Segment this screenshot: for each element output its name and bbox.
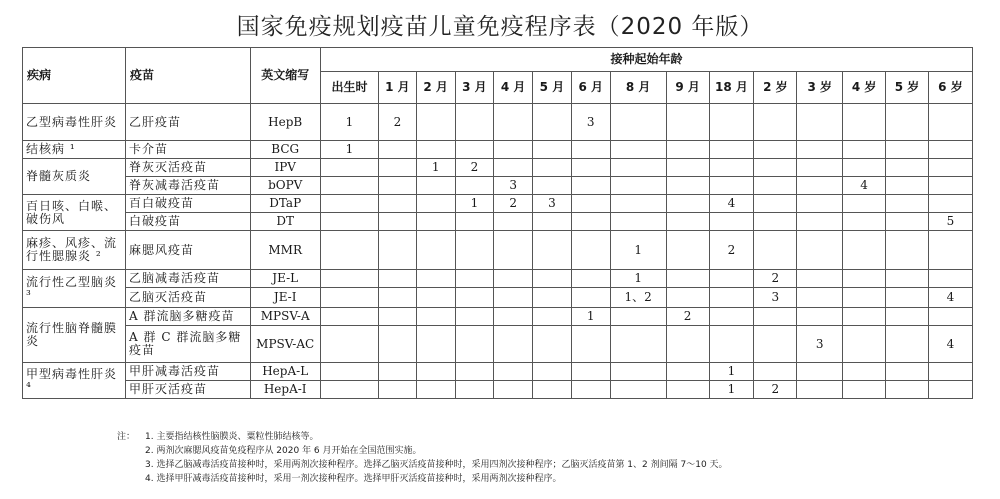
dose-cell: [928, 381, 972, 399]
abbr-cell: HepB: [250, 104, 320, 141]
dose-cell: [797, 270, 843, 288]
dose-cell: [610, 104, 666, 141]
dose-cell: [571, 213, 610, 231]
vaccine-cell: 乙脑减毒活疫苗: [126, 270, 250, 288]
dose-cell: 4: [928, 326, 972, 363]
dose-cell: [320, 213, 378, 231]
header-vaccine: 疫苗: [126, 48, 250, 104]
dose-cell: [886, 381, 929, 399]
disease-cell: 甲型病毒性肝炎 ⁴: [23, 363, 126, 399]
abbr-cell: JE-L: [250, 270, 320, 288]
dose-cell: [666, 231, 709, 270]
dose-cell: 4: [843, 177, 886, 195]
dose-cell: 1: [610, 231, 666, 270]
header-age: 8 月: [610, 72, 666, 104]
abbr-cell: MMR: [250, 231, 320, 270]
dose-cell: [928, 308, 972, 326]
dose-cell: [709, 288, 754, 308]
footnote-text: 4. 选择甲肝减毒活疫苗接种时，采用一剂次接种程序。选择甲肝灭活疫苗接种时，采用两剂次接种程序。: [145, 474, 562, 484]
dose-cell: [494, 159, 533, 177]
dose-cell: [494, 288, 533, 308]
dose-cell: [320, 195, 378, 213]
dose-cell: [886, 308, 929, 326]
dose-cell: [494, 141, 533, 159]
dose-cell: [886, 104, 929, 141]
dose-cell: [455, 213, 494, 231]
dose-cell: [843, 326, 886, 363]
dose-cell: 3: [533, 195, 572, 213]
dose-cell: [709, 177, 754, 195]
dose-cell: [754, 159, 797, 177]
dose-cell: [928, 141, 972, 159]
table-row: [23, 326, 973, 363]
vaccine-cell: 白破疫苗: [126, 213, 250, 231]
dose-cell: [666, 213, 709, 231]
dose-cell: [886, 288, 929, 308]
dose-cell: [533, 104, 572, 141]
dose-cell: [320, 326, 378, 363]
header-age: 6 岁: [928, 72, 972, 104]
dose-cell: [886, 177, 929, 195]
dose-cell: [416, 288, 455, 308]
footnote-text: 3. 选择乙脑减毒活疫苗接种时，采用两剂次接种程序。选择乙脑灭活疫苗接种时，采用四剂次接种程序；乙脑灭活疫苗第 1、2 剂间隔 7～10 天。: [145, 460, 728, 470]
dose-cell: [379, 308, 417, 326]
dose-cell: [886, 141, 929, 159]
dose-cell: [320, 159, 378, 177]
dose-cell: [886, 270, 929, 288]
dose-cell: [843, 159, 886, 177]
dose-cell: 2: [455, 159, 494, 177]
dose-cell: [379, 141, 417, 159]
header-age: 3 岁: [797, 72, 843, 104]
dose-cell: 2: [709, 231, 754, 270]
dose-cell: [843, 213, 886, 231]
dose-cell: [571, 270, 610, 288]
dose-cell: [533, 326, 572, 363]
header-age: 18 月: [709, 72, 754, 104]
header-age: 3 月: [455, 72, 494, 104]
disease-cell: 乙型病毒性肝炎: [23, 104, 126, 141]
header-age: 4 月: [494, 72, 533, 104]
header-age: 5 月: [533, 72, 572, 104]
dose-cell: [571, 177, 610, 195]
disease-cell: 麻疹、风疹、流行性腮腺炎 ²: [23, 231, 126, 270]
header-age: 出生时: [320, 72, 378, 104]
dose-cell: [754, 141, 797, 159]
dose-cell: [797, 213, 843, 231]
disease-cell: 脊髓灰质炎: [23, 159, 126, 195]
dose-cell: [320, 288, 378, 308]
table-row: [23, 308, 973, 326]
table-row: [23, 288, 973, 308]
dose-cell: [928, 177, 972, 195]
dose-cell: [455, 288, 494, 308]
footnote: [117, 430, 987, 444]
dose-cell: [571, 326, 610, 363]
dose-cell: [843, 104, 886, 141]
dose-cell: [533, 381, 572, 399]
dose-cell: 3: [797, 326, 843, 363]
dose-cell: [416, 104, 455, 141]
dose-cell: [320, 270, 378, 288]
abbr-cell: MPSV-A: [250, 308, 320, 326]
dose-cell: [571, 231, 610, 270]
dose-cell: [797, 363, 843, 381]
dose-cell: [666, 288, 709, 308]
header-age: 4 岁: [843, 72, 886, 104]
dose-cell: [797, 288, 843, 308]
dose-cell: [754, 104, 797, 141]
dose-cell: [928, 270, 972, 288]
dose-cell: [533, 141, 572, 159]
dose-cell: [928, 195, 972, 213]
dose-cell: [843, 270, 886, 288]
dose-cell: [928, 159, 972, 177]
abbr-cell: MPSV-AC: [250, 326, 320, 363]
dose-cell: [416, 177, 455, 195]
table-row: [23, 270, 973, 288]
dose-cell: 1: [709, 363, 754, 381]
header-age: 1 月: [379, 72, 417, 104]
dose-cell: [754, 326, 797, 363]
dose-cell: [494, 308, 533, 326]
dose-cell: 1: [610, 270, 666, 288]
dose-cell: [928, 231, 972, 270]
dose-cell: [666, 159, 709, 177]
dose-cell: [843, 308, 886, 326]
dose-cell: [709, 213, 754, 231]
dose-cell: [533, 270, 572, 288]
dose-cell: [533, 213, 572, 231]
dose-cell: [494, 213, 533, 231]
disease-cell: 结核病 ¹: [23, 141, 126, 159]
dose-cell: [754, 213, 797, 231]
dose-cell: [416, 308, 455, 326]
footnote-prefix: 注：: [117, 432, 136, 442]
dose-cell: [843, 288, 886, 308]
dose-cell: 2: [754, 270, 797, 288]
table-row: [23, 159, 973, 177]
header-disease: 疾病: [23, 48, 126, 104]
dose-cell: [571, 141, 610, 159]
footnote-text: 1. 主要指结核性脑膜炎、粟粒性肺结核等。: [145, 432, 319, 442]
dose-cell: [754, 363, 797, 381]
abbr-cell: bOPV: [250, 177, 320, 195]
dose-cell: [379, 270, 417, 288]
dose-cell: 3: [494, 177, 533, 195]
dose-cell: [797, 159, 843, 177]
dose-cell: 1: [416, 159, 455, 177]
dose-cell: [416, 326, 455, 363]
dose-cell: 3: [754, 288, 797, 308]
dose-cell: [379, 363, 417, 381]
dose-cell: [455, 177, 494, 195]
vaccine-cell: 卡介苗: [126, 141, 250, 159]
dose-cell: [666, 195, 709, 213]
dose-cell: [320, 363, 378, 381]
table-row: [23, 381, 973, 399]
dose-cell: [666, 270, 709, 288]
dose-cell: [666, 104, 709, 141]
dose-cell: [455, 141, 494, 159]
dose-cell: [797, 104, 843, 141]
dose-cell: [843, 381, 886, 399]
dose-cell: [379, 288, 417, 308]
dose-cell: [754, 177, 797, 195]
dose-cell: [533, 308, 572, 326]
dose-cell: [494, 326, 533, 363]
dose-cell: [416, 213, 455, 231]
table-row: [23, 195, 973, 213]
dose-cell: [928, 363, 972, 381]
dose-cell: [571, 195, 610, 213]
dose-cell: [494, 381, 533, 399]
page-title: 国家免疫规划疫苗儿童免疫程序表（2020 年版）: [236, 14, 764, 40]
dose-cell: [610, 308, 666, 326]
footnote: [117, 472, 987, 486]
dose-cell: [533, 363, 572, 381]
abbr-cell: IPV: [250, 159, 320, 177]
vaccine-cell: 甲肝灭活疫苗: [126, 381, 250, 399]
dose-cell: [494, 363, 533, 381]
abbr-cell: DTaP: [250, 195, 320, 213]
dose-cell: [886, 363, 929, 381]
abbr-cell: BCG: [250, 141, 320, 159]
dose-cell: [320, 308, 378, 326]
dose-cell: [886, 213, 929, 231]
header-age-group: 接种起始年龄: [320, 48, 972, 72]
dose-cell: 2: [754, 381, 797, 399]
dose-cell: [886, 231, 929, 270]
table-row: [23, 363, 973, 381]
dose-cell: [416, 381, 455, 399]
dose-cell: [571, 159, 610, 177]
dose-cell: 3: [571, 104, 610, 141]
dose-cell: [843, 195, 886, 213]
vaccine-cell: 麻腮风疫苗: [126, 231, 250, 270]
abbr-cell: HepA-L: [250, 363, 320, 381]
header-age: 2 岁: [754, 72, 797, 104]
footnote: [117, 458, 987, 472]
dose-cell: [843, 231, 886, 270]
dose-cell: [843, 363, 886, 381]
vaccine-cell: 乙肝疫苗: [126, 104, 250, 141]
dose-cell: 4: [709, 195, 754, 213]
abbr-cell: JE-I: [250, 288, 320, 308]
dose-cell: [416, 363, 455, 381]
dose-cell: [754, 231, 797, 270]
header-age: 6 月: [571, 72, 610, 104]
dose-cell: 5: [928, 213, 972, 231]
table-row: [23, 177, 973, 195]
dose-cell: [610, 177, 666, 195]
dose-cell: [797, 195, 843, 213]
dose-cell: [666, 363, 709, 381]
dose-cell: [455, 363, 494, 381]
dose-cell: [928, 104, 972, 141]
vaccine-cell: 脊灰灭活疫苗: [126, 159, 250, 177]
dose-cell: [709, 326, 754, 363]
vaccine-cell: 甲肝减毒活疫苗: [126, 363, 250, 381]
dose-cell: [379, 213, 417, 231]
dose-cell: [666, 177, 709, 195]
dose-cell: [416, 270, 455, 288]
dose-cell: [666, 326, 709, 363]
dose-cell: [494, 104, 533, 141]
dose-cell: 2: [666, 308, 709, 326]
dose-cell: [533, 231, 572, 270]
dose-cell: [797, 231, 843, 270]
abbr-cell: HepA-I: [250, 381, 320, 399]
dose-cell: [455, 381, 494, 399]
dose-cell: [886, 195, 929, 213]
table-row: [23, 213, 973, 231]
dose-cell: [455, 231, 494, 270]
dose-cell: [797, 308, 843, 326]
dose-cell: [379, 159, 417, 177]
dose-cell: [610, 159, 666, 177]
dose-cell: [610, 363, 666, 381]
dose-cell: 1: [320, 141, 378, 159]
dose-cell: [455, 326, 494, 363]
dose-cell: [320, 177, 378, 195]
dose-cell: [571, 288, 610, 308]
dose-cell: [797, 177, 843, 195]
dose-cell: 1: [455, 195, 494, 213]
dose-cell: [455, 104, 494, 141]
table-row: [23, 231, 973, 270]
immunization-schedule-table: [22, 47, 973, 399]
dose-cell: [379, 195, 417, 213]
dose-cell: [571, 381, 610, 399]
dose-cell: [533, 288, 572, 308]
footnote-text: 2. 两剂次麻腮风疫苗免疫程序从 2020 年 6 月开始在全国范围实施。: [145, 446, 422, 456]
header-abbr: 英文缩写: [250, 48, 320, 104]
dose-cell: [709, 308, 754, 326]
dose-cell: 2: [379, 104, 417, 141]
vaccine-cell: 乙脑灭活疫苗: [126, 288, 250, 308]
footnotes: [117, 430, 987, 486]
dose-cell: [533, 159, 572, 177]
abbr-cell: DT: [250, 213, 320, 231]
disease-cell: 流行性脑脊髓膜炎: [23, 308, 126, 363]
dose-cell: [797, 381, 843, 399]
dose-cell: 1: [571, 308, 610, 326]
dose-cell: [379, 326, 417, 363]
dose-cell: [416, 141, 455, 159]
header-age: 2 月: [416, 72, 455, 104]
dose-cell: [416, 231, 455, 270]
footnote: [117, 444, 987, 458]
dose-cell: [709, 159, 754, 177]
disease-cell: 流行性乙型脑炎 ³: [23, 270, 126, 308]
dose-cell: [709, 270, 754, 288]
dose-cell: [379, 177, 417, 195]
dose-cell: [843, 141, 886, 159]
dose-cell: [320, 231, 378, 270]
dose-cell: [666, 141, 709, 159]
dose-cell: [494, 270, 533, 288]
dose-cell: 1: [709, 381, 754, 399]
dose-cell: 2: [494, 195, 533, 213]
dose-cell: [610, 195, 666, 213]
vaccine-cell: A 群 C 群流脑多糖疫苗: [126, 326, 250, 363]
dose-cell: [455, 270, 494, 288]
dose-cell: 1、2: [610, 288, 666, 308]
dose-cell: [610, 381, 666, 399]
dose-cell: [320, 381, 378, 399]
dose-cell: [666, 381, 709, 399]
dose-cell: [754, 308, 797, 326]
dose-cell: [455, 308, 494, 326]
dose-cell: [494, 231, 533, 270]
dose-cell: [610, 326, 666, 363]
disease-cell: 百日咳、白喉、破伤风: [23, 195, 126, 231]
dose-cell: [533, 177, 572, 195]
dose-cell: [709, 104, 754, 141]
dose-cell: [886, 326, 929, 363]
header-age: 5 岁: [886, 72, 929, 104]
dose-cell: [610, 213, 666, 231]
dose-cell: [886, 159, 929, 177]
dose-cell: [416, 195, 455, 213]
vaccine-cell: 百白破疫苗: [126, 195, 250, 213]
table-row: [23, 104, 973, 141]
vaccine-cell: A 群流脑多糖疫苗: [126, 308, 250, 326]
dose-cell: 1: [320, 104, 378, 141]
dose-cell: [379, 381, 417, 399]
dose-cell: 4: [928, 288, 972, 308]
dose-cell: [379, 231, 417, 270]
table-row: [23, 141, 973, 159]
dose-cell: [709, 141, 754, 159]
dose-cell: [610, 141, 666, 159]
dose-cell: [754, 195, 797, 213]
vaccine-cell: 脊灰减毒活疫苗: [126, 177, 250, 195]
header-age: 9 月: [666, 72, 709, 104]
dose-cell: [571, 363, 610, 381]
dose-cell: [797, 141, 843, 159]
